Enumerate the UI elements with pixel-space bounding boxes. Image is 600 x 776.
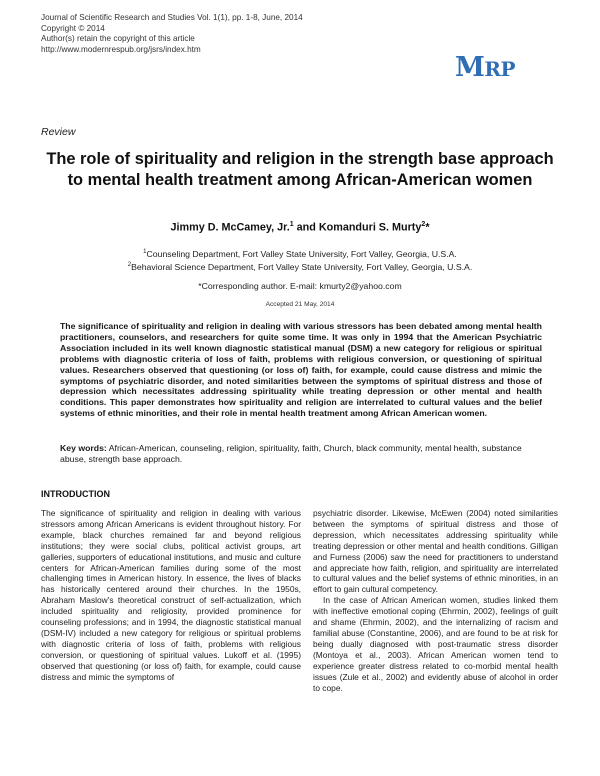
article-type: Review bbox=[41, 126, 76, 138]
affiliations bbox=[41, 247, 559, 273]
journal-url[interactable]: http://www.modernrespub.org/jsrs/index.htm bbox=[41, 44, 201, 54]
intro-paragraph-1: The significance of spirituality and religion in dealing with various stressors among African Americans is evident throughout history. For example, black churches remained far and beyond religious institutions; they were social clubs, political activist groups, art galleries, supporters of educational institutions, and music and culture centers for African-American families during some of the most challenging times in American history. In essence, the lives of blacks has historically centered around their churches. In the 1950s, Abraham Maslow's theoretical construct of self-actualization, which included spirituality and religiosity, provided prominence for counseling professions; and in 1994, the diagnostic statistical manual (DSM-IV) included a new category for religious or spiritual problems with diagnostic criteria of loss of faith, problems with religious conversion, or questioning of spiritual values. Lukoff et al. (1995) observed that questioning (or loss of) faith, for example, could cause distress and mimic the symptoms of bbox=[41, 508, 301, 682]
body-column-left bbox=[41, 508, 301, 683]
intro-paragraph-2: In the case of African American women, studies linked them with ineffective emotional coping (Ehrmin, 2002), feelings of guilt and shame (Ehrmin, 2002), and the internalizing of racism and familial abuse (Constantine, 2006), and are found to be at risk for being dually diagnosed with post-traumatic stress disorder (Montoya et al., 2003). African American women tend to experience greater distress related to co-morbid mental health issues (Zule et al., 2002) and evidently abuse of alcohol in order to cope. bbox=[313, 595, 558, 693]
mrp-logo bbox=[455, 52, 515, 83]
corresponding-author: *Corresponding author. E-mail: kmurty2@yahoo.com bbox=[198, 281, 402, 291]
corresponding-marker: * bbox=[425, 221, 430, 234]
journal-citation: Journal of Scientific Research and Studies Vol. 1(1), pp. 1-8, June, 2014 bbox=[41, 13, 303, 22]
author-2-affil-marker: 2 bbox=[421, 221, 426, 228]
keywords-label: Key words: bbox=[60, 443, 107, 453]
body-column-right bbox=[313, 508, 558, 693]
author-1-name: Jimmy D. McCamey, Jr. bbox=[170, 221, 290, 234]
intro-paragraph-1-continued: psychiatric disorder. Likewise, McEwen (2004) noted similarities between the symptoms of spiritual distress and those of depression, which necessitates addressing spirituality while treating depression or other mental and health conditions. Gilligan and Furness (2006) saw the need for practitioners to understand and appreciate how faith, religion, and spirituality are interrelated to cultural values and the belief systems of ethnic minorities, in an effort to gain cultural competency. bbox=[313, 508, 558, 595]
author-2-name: Komanduri S. Murty bbox=[318, 221, 422, 234]
copyright-line: Copyright © 2014 bbox=[41, 23, 105, 33]
introduction-heading: INTRODUCTION bbox=[41, 489, 110, 499]
affiliation-1-text: Counseling Department, Fort Valley State University, Fort Valley, Georgia, U.S.A. bbox=[146, 248, 457, 259]
rights-line: Author(s) retain the copyright of this article bbox=[41, 34, 195, 44]
author-1-affil-marker: 1 bbox=[289, 221, 294, 228]
logo-letters-rp: RP bbox=[484, 57, 516, 81]
affiliation-1-marker: 1 bbox=[143, 249, 147, 255]
journal-header bbox=[41, 13, 303, 55]
keywords-text: African-American, counseling, religion, spirituality, faith, Church, black community, mental health, substance abuse, strength base approach. bbox=[60, 443, 522, 464]
paper-title: The role of spirituality and religion in the strength base approach to mental health treatment among African-American women bbox=[46, 150, 554, 189]
affiliation-2-marker: 2 bbox=[127, 261, 132, 268]
logo-letter-m: M bbox=[455, 52, 485, 83]
accepted-date: Accepted 21 May, 2014 bbox=[265, 301, 335, 308]
affiliation-2 bbox=[41, 260, 559, 273]
abstract: The significance of spirituality and religion in dealing with various stressors has been debated among mental health practitioners, counselors, and researchers for quite some time. It was only in 1994 that the American Psychiatric Association included in its well known diagnostic statistical manual (DSM) a new category for religious or spiritual problems with diagnostic criteria of loss of faith, problems with religious conversion, or questioning of spiritual values. Researchers observed that questioning (or loss of) faith, for example, could cause distress and mimic the symptoms of psychiatric disorder, and noted similarities between the symptoms of spiritual distress and those of depression which necessitates addressing spirituality while treating depression or other mental and health conditions. This paper demonstrates how spirituality and religion are interrelated to cultural values and the belief systems of ethnic minorities, and their role in mental health treatment among African American women. bbox=[60, 321, 542, 419]
author-line bbox=[41, 221, 559, 234]
affiliation-1 bbox=[41, 247, 559, 260]
affiliation-2-text: Behavioral Science Department, Fort Valley State University, Fort Valley, Georgia, U.S.A. bbox=[131, 261, 473, 272]
author-connector: and bbox=[293, 221, 319, 234]
keywords bbox=[60, 443, 542, 465]
